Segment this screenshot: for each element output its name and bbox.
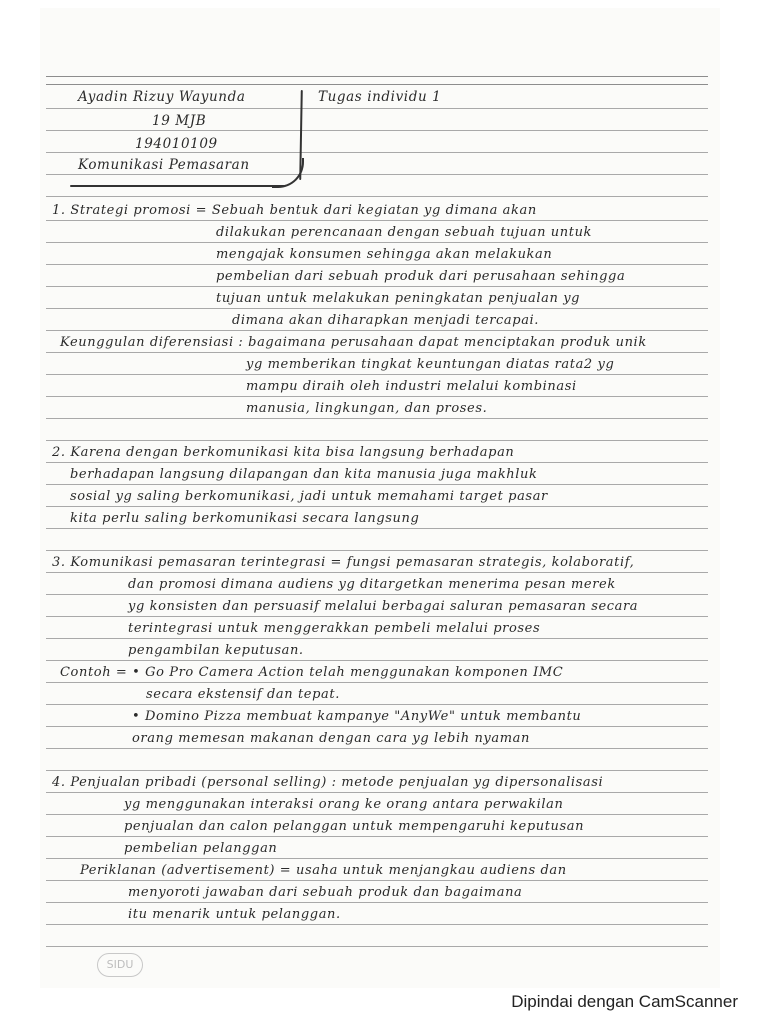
text-line: 4. Penjualan pribadi (personal selling) : metode penjualan yg dipersonalisasi [52, 775, 604, 790]
notebook-brand-stamp: SIDU [97, 953, 143, 977]
text-line: Periklanan (advertisement) = usaha untuk menjangkau audiens dan [80, 863, 567, 878]
text-line: mengajak konsumen sehingga akan melakukan [216, 247, 553, 262]
text-line: yg konsisten dan persuasif melalui berbagai saluran pemasaran secara [128, 599, 639, 614]
text-line: itu menarik untuk pelanggan. [128, 907, 341, 922]
student-name: Ayadin Rizuy Wayunda [78, 89, 246, 105]
text-line: dimana akan diharapkan menjadi tercapai. [232, 313, 540, 328]
text-line: yg memberikan tingkat keuntungan diatas rata2 yg [246, 357, 615, 372]
text-line: pengambilan keputusan. [128, 643, 304, 658]
text-line: manusia, lingkungan, dan proses. [246, 401, 488, 416]
text-line: dilakukan perencanaan dengan sebuah tujuan untuk [216, 225, 593, 240]
text-line: penjualan dan calon pelanggan untuk mempengaruhi keputusan [124, 819, 585, 834]
text-line: secara ekstensif dan tepat. [146, 687, 340, 702]
text-line: berhadapan langsung dilapangan dan kita manusia juga makhluk [70, 467, 538, 482]
text-line: dan promosi dimana audiens yg ditargetkan menerima pesan merek [128, 577, 616, 592]
text-line: pembelian dari sebuah produk dari perusahaan sehingga [216, 269, 626, 284]
text-line: 1. Strategi promosi = Sebuah bentuk dari kegiatan yg dimana akan [52, 203, 537, 218]
text-line: kita perlu saling berkomunikasi secara langsung [70, 511, 420, 526]
assignment-title: Tugas individu 1 [318, 89, 442, 105]
text-line: menyoroti jawaban dari sebuah produk dan bagaimana [128, 885, 523, 900]
header-box-underline [70, 185, 285, 187]
text-line: 3. Komunikasi pemasaran terintegrasi = fungsi pemasaran strategis, kolaboratif, [52, 555, 635, 570]
text-line: yg menggunakan interaksi orang ke orang antara perwakilan [124, 797, 564, 812]
text-line: Contoh = • Go Pro Camera Action telah menggunakan komponen IMC [60, 665, 564, 680]
text-line: 2. Karena dengan berkomunikasi kita bisa langsung berhadapan [52, 445, 515, 460]
text-line: sosial yg saling berkomunikasi, jadi untuk memahami target pasar [70, 489, 548, 504]
scanner-watermark: Dipindai dengan CamScanner [511, 992, 738, 1011]
course-name: Komunikasi Pemasaran [78, 157, 250, 173]
text-line: orang memesan makanan dengan cara yg lebih nyaman [132, 731, 530, 746]
text-line: • Domino Pizza membuat kampanye "AnyWe" untuk membantu [132, 709, 582, 724]
text-line: pembelian pelanggan [124, 841, 278, 856]
student-id: 194010109 [135, 136, 218, 152]
text-line: tujuan untuk melakukan peningkatan penjualan yg [216, 291, 581, 306]
text-line: terintegrasi untuk menggerakkan pembeli melalui proses [128, 621, 541, 636]
text-line: Keunggulan diferensiasi : bagaimana perusahaan dapat menciptakan produk unik [60, 335, 647, 350]
text-line: mampu diraih oleh industri melalui kombinasi [246, 379, 577, 394]
student-class: 19 MJB [152, 113, 207, 129]
